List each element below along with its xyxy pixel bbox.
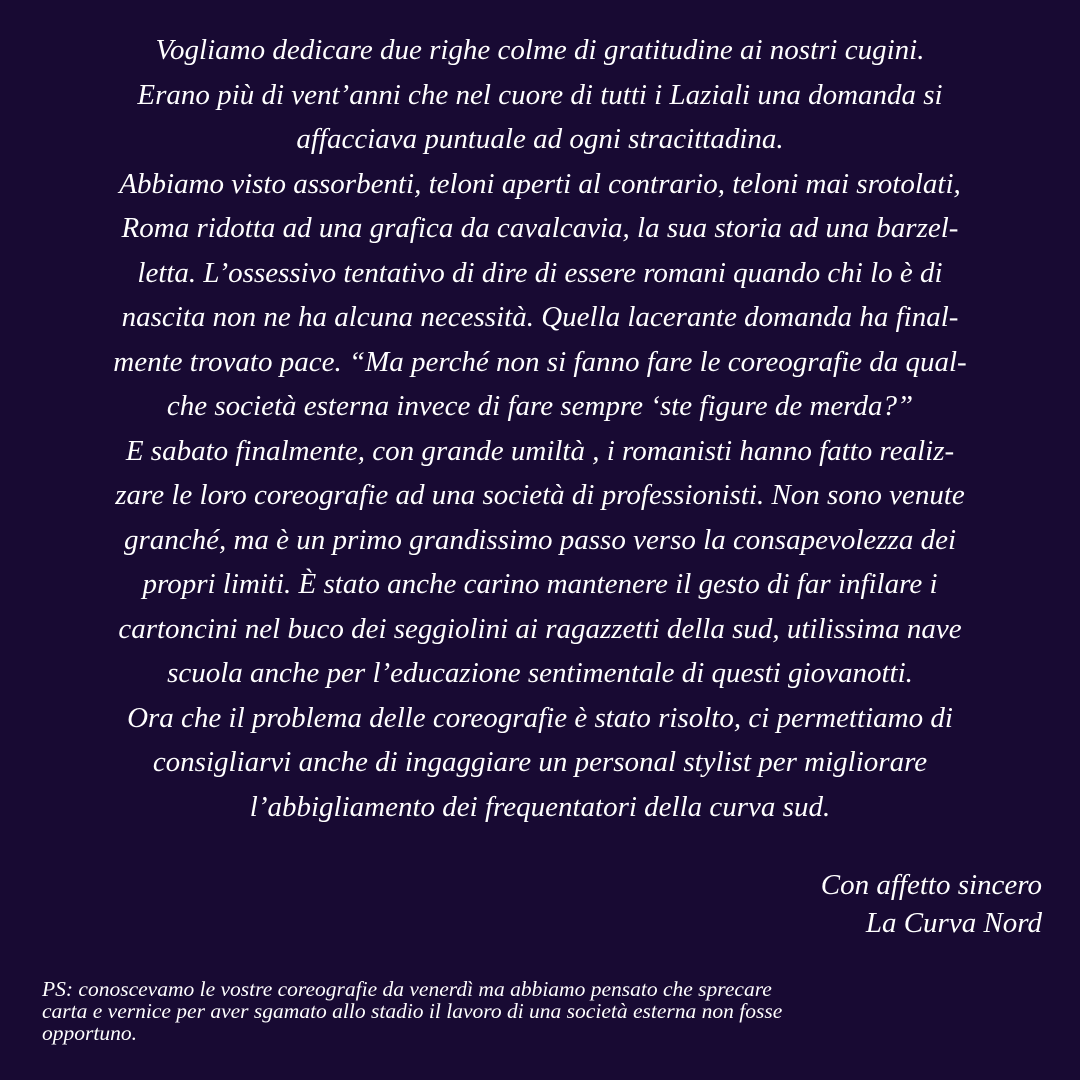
closing-line: Con affetto sincero xyxy=(820,869,1042,901)
letter-line: nascita non ne ha alcuna necessità. Quella lacerante domanda ha final- xyxy=(121,301,959,333)
letter-line: affacciava puntuale ad ogni stracittadina. xyxy=(296,123,784,155)
letter-line: Vogliamo dedicare due righe colme di gratitudine ai nostri cugini. xyxy=(155,34,925,66)
letter-line: zare le loro coreografie ad una società di professionisti. Non sono venute xyxy=(115,479,965,511)
letter-line: E sabato finalmente, con grande umiltà , i romanisti hanno fatto realiz- xyxy=(125,434,955,467)
letter-line: che società esterna invece di fare sempre ‘ste figure de merda?” xyxy=(166,390,914,422)
signature-name: La Curva Nord xyxy=(865,907,1042,939)
letter-line: scuola anche per l’educazione sentimentale di questi giovanotti. xyxy=(167,657,913,689)
postscript-line: carta e vernice per aver sgamato allo stadio il lavoro di una società esterna non fosse xyxy=(42,999,783,1023)
letter-line: propri limiti. È stato anche carino mantenere il gesto di far infilare i xyxy=(142,568,938,600)
postscript xyxy=(42,978,1042,1044)
postscript-line: PS: conoscevamo le vostre coreografie da venerdì ma abbiamo pensato che sprecare xyxy=(42,977,772,1001)
letter-line: consigliarvi anche di ingaggiare un personal stylist per migliorare xyxy=(152,746,928,778)
letter-line: granché, ma è un primo grandissimo passo verso la consapevolezza dei xyxy=(123,523,957,556)
letter-body xyxy=(40,28,1040,829)
letter-line: mente trovato pace. “Ma perché non si fanno fare le coreografie da qual- xyxy=(113,345,967,378)
letter-line: letta. L’ossessivo tentativo di dire di essere romani quando chi lo è di xyxy=(137,256,943,289)
letter-line: cartoncini nel buco dei seggiolini ai ragazzetti della sud, utilissima nave xyxy=(118,612,962,645)
signature-block xyxy=(821,866,1042,942)
letter-line: Abbiamo visto assorbenti, teloni aperti al contrario, teloni mai srotolati, xyxy=(119,167,961,200)
letter-line: Erano più di vent’anni che nel cuore di tutti i Laziali una domanda si xyxy=(137,78,943,111)
letter-line: l’abbigliamento dei frequentatori della curva sud. xyxy=(249,790,831,823)
letter-line: Ora che il problema delle coreografie è stato risolto, ci permettiamo di xyxy=(127,701,953,734)
letter-line: Roma ridotta ad una grafica da cavalcavia, la sua storia ad una barzel- xyxy=(121,212,959,244)
postscript-line: opportuno. xyxy=(42,1021,137,1045)
